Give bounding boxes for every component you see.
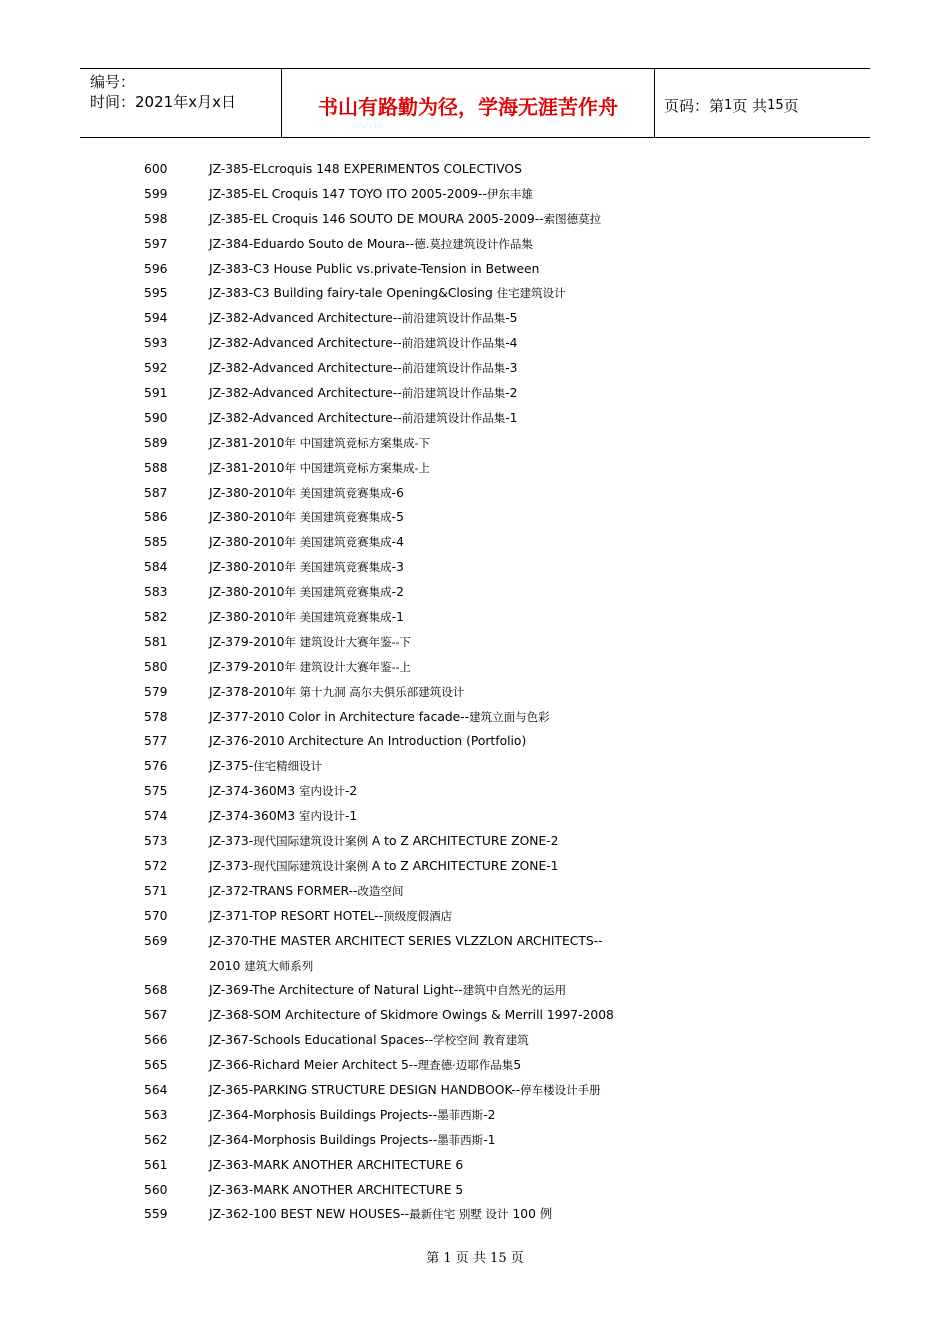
entry-title-latin: JZ-363-MARK ANOTHER ARCHITECTURE 5 xyxy=(209,1182,464,1197)
entry-title xyxy=(209,879,404,904)
entry-number: 578 xyxy=(144,709,168,724)
entry-title-chinese: 前沿建筑设计作品集 xyxy=(401,361,506,376)
entry-title-chinese: 年 美国建筑竞赛集成 xyxy=(284,535,392,550)
entry-title-chinese: 年 美国建筑竞赛集成 xyxy=(284,560,392,575)
entry-title-latin: JZ-384-Eduardo Souto de Moura-- xyxy=(209,236,415,251)
entry-number: 568 xyxy=(144,983,168,998)
list-item xyxy=(0,505,950,530)
entry-title xyxy=(209,431,430,456)
entry-number: 597 xyxy=(144,236,168,251)
entry-number: 596 xyxy=(144,261,168,276)
entry-number: 592 xyxy=(144,361,168,376)
entry-title xyxy=(209,1003,614,1028)
list-item xyxy=(0,1028,950,1053)
entry-title-latin: JZ-373- xyxy=(209,858,254,873)
entry-title-latin: JZ-380-2010 xyxy=(209,610,285,625)
entry-title-latin: JZ-370-THE MASTER ARCHITECT SERIES VLZZLON ARCHITECTS-- xyxy=(209,933,603,948)
list-item xyxy=(0,929,950,954)
list-item xyxy=(0,580,950,605)
entry-title-latin: JZ-380-2010 xyxy=(209,510,285,525)
list-item xyxy=(0,804,950,829)
entry-title xyxy=(209,157,522,182)
list-item xyxy=(0,356,950,381)
entry-number: 587 xyxy=(144,485,168,500)
entry-number: 581 xyxy=(144,634,168,649)
entry-title-suffix: -5 xyxy=(391,510,404,525)
list-item xyxy=(0,232,950,257)
entry-number: 600 xyxy=(144,162,168,176)
entry-title-latin: JZ-383-C3 House Public vs.private-Tension in Between xyxy=(209,261,540,276)
entry-number: 575 xyxy=(144,784,168,799)
entry-number: 595 xyxy=(144,286,168,301)
entry-title-suffix: -3 xyxy=(505,361,518,376)
entry-title-latin: JZ-379-2010 xyxy=(209,659,285,674)
entry-title-suffix: -4 xyxy=(505,336,518,351)
list-item xyxy=(0,331,950,356)
list-item xyxy=(0,257,950,282)
entry-number: 585 xyxy=(144,535,168,550)
entry-title-latin: JZ-380-2010 xyxy=(209,535,285,550)
entry-title-latin: JZ-363-MARK ANOTHER ARCHITECTURE 6 xyxy=(209,1157,464,1172)
entry-number: 576 xyxy=(144,759,168,774)
entry-title-suffix: -3 xyxy=(391,560,404,575)
list-item xyxy=(0,605,950,630)
entry-title-chinese: 年 建筑设计大赛年鉴--下 xyxy=(284,634,411,649)
entry-title xyxy=(209,257,539,282)
entry-title-suffix: -1 xyxy=(345,809,358,824)
list-item xyxy=(0,281,950,306)
entry-title xyxy=(209,1053,521,1078)
entry-title-suffix: -1 xyxy=(483,1132,496,1147)
catalog-list xyxy=(0,157,950,1227)
list-item xyxy=(0,406,950,431)
header-page-info xyxy=(655,69,870,137)
entry-title xyxy=(209,954,313,979)
entry-number: 593 xyxy=(144,336,168,351)
page-current: 1 xyxy=(724,97,733,113)
list-item xyxy=(0,1103,950,1128)
entry-title xyxy=(209,306,517,331)
entry-title-latin: JZ-379-2010 xyxy=(209,634,285,649)
list-item xyxy=(0,1153,950,1178)
entry-number: 589 xyxy=(144,435,168,450)
entry-title-latin: JZ-367-Schools Educational Spaces-- xyxy=(209,1033,434,1048)
entry-title-chinese: 年 中国建筑竞标方案集成-上 xyxy=(284,460,431,475)
list-item xyxy=(0,431,950,456)
entry-title-latin: JZ-381-2010 xyxy=(209,435,285,450)
entry-title-latin: JZ-377-2010 Color in Architecture facade-- xyxy=(209,709,470,724)
entry-number: 588 xyxy=(144,460,168,475)
entry-title-latin: JZ-375- xyxy=(209,759,254,774)
entry-title-suffix: -2 xyxy=(345,784,358,799)
entry-title-chinese: 现代国际建筑设计案例 xyxy=(253,858,372,873)
entry-number: 584 xyxy=(144,560,168,575)
entry-title xyxy=(209,680,464,705)
entry-number: 571 xyxy=(144,883,168,898)
list-item xyxy=(0,904,950,929)
list-item xyxy=(0,1178,950,1203)
entry-number: 591 xyxy=(144,386,168,401)
entry-title xyxy=(209,729,526,754)
header-motto: 书山有路勤为径，学海无涯苦作舟 xyxy=(281,69,655,137)
entry-title xyxy=(209,530,404,555)
entry-title-chinese: 年 中国建筑竞标方案集成-下 xyxy=(284,435,431,450)
time-label: 时间： xyxy=(90,93,136,111)
entry-title xyxy=(209,1103,495,1128)
entry-title-chinese: 学校空间 教育建筑 xyxy=(433,1033,529,1048)
entry-title xyxy=(209,456,430,481)
entry-title-latin: 2010 xyxy=(209,958,245,973)
time-line xyxy=(90,92,281,112)
entry-title-latin: JZ-381-2010 xyxy=(209,460,285,475)
entry-title-latin: JZ-362-100 BEST NEW HOUSES-- xyxy=(209,1207,410,1222)
entry-title-latin: JZ-385-EL Croquis 147 TOYO ITO 2005-2009-- xyxy=(209,186,487,201)
entry-title-chinese: 年 美国建筑竞赛集成 xyxy=(284,585,392,600)
entry-number: 579 xyxy=(144,684,168,699)
entry-title xyxy=(209,779,357,804)
entry-title-suffix: A to Z ARCHITECTURE ZONE-1 xyxy=(371,858,559,873)
entry-title xyxy=(209,854,559,879)
entry-title-latin: JZ-383-C3 Building fairy-tale Opening&Closing xyxy=(209,286,497,301)
list-item xyxy=(0,306,950,331)
entry-number: 567 xyxy=(144,1008,168,1023)
entry-number: 565 xyxy=(144,1058,168,1073)
entry-title xyxy=(209,182,533,207)
entry-title xyxy=(209,331,517,356)
entry-title-suffix: -4 xyxy=(391,535,404,550)
entry-number: 574 xyxy=(144,809,168,824)
entry-title xyxy=(209,1078,601,1103)
entry-title-chinese: 德.莫拉建筑设计作品集 xyxy=(414,236,533,251)
list-item xyxy=(0,680,950,705)
entry-title xyxy=(209,1202,552,1227)
page-footer: 第 1 页 共 15 页 xyxy=(426,1251,524,1266)
list-item xyxy=(0,754,950,779)
page-prefix: 页码：第 xyxy=(664,96,725,115)
entry-number: 564 xyxy=(144,1082,168,1097)
entry-title xyxy=(209,655,411,680)
page-middle: 页 共 xyxy=(732,96,768,115)
entry-title-chinese: 顶级度假酒店 xyxy=(383,908,453,923)
entry-title-latin: JZ-366-Richard Meier Architect 5-- xyxy=(209,1058,418,1073)
entry-title-latin: JZ-376-2010 Architecture An Introduction (Portfolio) xyxy=(209,734,527,749)
entry-title xyxy=(209,929,603,954)
list-item xyxy=(0,854,950,879)
entry-title-chinese: 室内设计 xyxy=(299,784,345,799)
entry-title-chinese: 前沿建筑设计作品集 xyxy=(401,386,506,401)
entry-title-latin: JZ-374-360M3 xyxy=(209,784,299,799)
entry-title-chinese: 前沿建筑设计作品集 xyxy=(401,410,506,425)
entry-number: 573 xyxy=(144,834,168,849)
entry-title-chinese: 停车楼设计手册 xyxy=(520,1082,601,1097)
entry-title xyxy=(209,207,601,232)
list-item xyxy=(0,630,950,655)
list-item xyxy=(0,555,950,580)
entry-title-latin: JZ-364-Morphosis Buildings Projects-- xyxy=(209,1132,438,1147)
entry-title-chinese: 建筑大师系列 xyxy=(244,958,314,973)
page-suffix: 页 xyxy=(783,96,799,115)
entry-number: 561 xyxy=(144,1157,168,1172)
entry-title xyxy=(209,555,404,580)
entry-title-latin: JZ-385-EL Croquis 146 SOUTO DE MOURA 2005-2009-- xyxy=(209,211,544,226)
entry-number: 566 xyxy=(144,1033,168,1048)
entry-title-latin: JZ-382-Advanced Architecture-- xyxy=(209,361,402,376)
entry-number: 594 xyxy=(144,311,168,326)
entry-title-chinese: 索图德莫拉 xyxy=(543,211,602,226)
page-header xyxy=(80,68,870,138)
entry-title-latin: JZ-369-The Architecture of Natural Light-- xyxy=(209,983,463,998)
entry-title xyxy=(209,804,357,829)
list-item xyxy=(0,456,950,481)
list-item xyxy=(0,954,950,979)
entry-title xyxy=(209,505,404,530)
list-item xyxy=(0,655,950,680)
entry-title-chinese: 年 美国建筑竞赛集成 xyxy=(284,610,392,625)
entry-title-chinese: 住宅精细设计 xyxy=(253,759,323,774)
page-total: 15 xyxy=(767,97,784,113)
entry-title xyxy=(209,481,404,506)
entry-title-suffix: -1 xyxy=(505,410,518,425)
entry-number: 562 xyxy=(144,1132,168,1147)
entry-title-suffix: 100 例 xyxy=(508,1207,553,1222)
number-label: 编号： xyxy=(90,73,136,91)
entry-title xyxy=(209,232,533,257)
list-item xyxy=(0,705,950,730)
entry-number: 563 xyxy=(144,1107,168,1122)
entry-number: 582 xyxy=(144,610,168,625)
list-item xyxy=(0,481,950,506)
entry-title xyxy=(209,978,566,1003)
entry-number: 583 xyxy=(144,585,168,600)
entry-title-latin: JZ-382-Advanced Architecture-- xyxy=(209,311,402,326)
entry-title xyxy=(209,406,517,431)
date-text: 2021年x月x日 xyxy=(135,93,236,111)
list-item xyxy=(0,1053,950,1078)
entry-title xyxy=(209,754,322,779)
list-item xyxy=(0,779,950,804)
entry-title-chinese: 现代国际建筑设计案例 xyxy=(253,834,372,849)
entry-title-chinese: 理查德·迈耶作品集 xyxy=(417,1058,514,1073)
entry-title xyxy=(209,580,404,605)
entry-title xyxy=(209,605,404,630)
list-item xyxy=(0,829,950,854)
entry-title-suffix: 5 xyxy=(513,1058,522,1073)
entry-title-latin: JZ-378-2010 xyxy=(209,684,285,699)
entry-title-chinese: 最新住宅 别墅 设计 xyxy=(409,1207,509,1222)
entry-title-latin: JZ-373- xyxy=(209,834,254,849)
entry-title-chinese: 建筑中自然光的运用 xyxy=(462,983,567,998)
entry-title-chinese: 年 美国建筑竞赛集成 xyxy=(284,510,392,525)
entry-title xyxy=(209,1128,495,1153)
entry-title-chinese: 年 美国建筑竞赛集成 xyxy=(284,485,392,500)
list-item xyxy=(0,1202,950,1227)
entry-title-latin: JZ-380-2010 xyxy=(209,485,285,500)
entry-number: 569 xyxy=(144,933,168,948)
entry-title xyxy=(209,630,411,655)
entry-title-suffix: -2 xyxy=(505,386,518,401)
list-item xyxy=(0,530,950,555)
entry-title-chinese: 前沿建筑设计作品集 xyxy=(401,336,506,351)
list-item xyxy=(0,1078,950,1103)
entry-title-latin: JZ-372-TRANS FORMER-- xyxy=(209,883,358,898)
entry-title-chinese: 年 建筑设计大赛年鉴--上 xyxy=(284,659,411,674)
list-item xyxy=(0,729,950,754)
entry-title-latin: JZ-364-Morphosis Buildings Projects-- xyxy=(209,1107,438,1122)
entry-title-suffix: -6 xyxy=(391,485,404,500)
entry-title xyxy=(209,904,452,929)
entry-title-latin: JZ-382-Advanced Architecture-- xyxy=(209,336,402,351)
entry-title-suffix: -1 xyxy=(391,610,404,625)
entry-number: 572 xyxy=(144,858,168,873)
entry-title xyxy=(209,829,559,854)
entry-title xyxy=(209,1153,463,1178)
list-item xyxy=(0,381,950,406)
entry-number: 580 xyxy=(144,659,168,674)
entry-title-latin: JZ-365-PARKING STRUCTURE DESIGN HANDBOOK-- xyxy=(209,1082,521,1097)
list-item xyxy=(0,207,950,232)
entry-title xyxy=(209,1028,529,1053)
entry-number: 559 xyxy=(144,1207,168,1222)
entry-title-chinese: 墨菲西斯 xyxy=(437,1107,484,1122)
entry-number: 590 xyxy=(144,410,168,425)
entry-title-latin: JZ-382-Advanced Architecture-- xyxy=(209,386,402,401)
entry-title-suffix: -5 xyxy=(505,311,518,326)
list-item xyxy=(0,879,950,904)
list-item xyxy=(0,1003,950,1028)
entry-title-latin: JZ-371-TOP RESORT HOTEL-- xyxy=(209,908,384,923)
entry-title-chinese: 室内设计 xyxy=(299,809,345,824)
entry-number: 570 xyxy=(144,908,168,923)
entry-title-suffix: -2 xyxy=(483,1107,496,1122)
entry-title xyxy=(209,381,517,406)
entry-title-suffix: -2 xyxy=(391,585,404,600)
entry-number: 577 xyxy=(144,734,168,749)
entry-title-chinese: 改造空间 xyxy=(357,883,404,898)
list-item xyxy=(0,1128,950,1153)
entry-title-chinese: 年 第十九洞 高尔夫俱乐部建筑设计 xyxy=(284,684,465,699)
entry-number: 560 xyxy=(144,1182,168,1197)
list-item xyxy=(0,182,950,207)
entry-title-chinese: 住宅建筑设计 xyxy=(496,286,566,301)
entry-title-latin: JZ-382-Advanced Architecture-- xyxy=(209,410,402,425)
entry-title-latin: JZ-385-ELcroquis 148 EXPERIMENTOS COLECTIVOS xyxy=(209,162,522,176)
entry-title-latin: JZ-380-2010 xyxy=(209,585,285,600)
entry-title-latin: JZ-368-SOM Architecture of Skidmore Owings & Merrill 1997-2008 xyxy=(209,1008,614,1023)
entry-title-chinese: 建筑立面与色彩 xyxy=(469,709,550,724)
entry-title-latin: JZ-374-360M3 xyxy=(209,809,299,824)
header-meta xyxy=(80,69,281,137)
entry-title xyxy=(209,356,517,381)
entry-title-chinese: 墨菲西斯 xyxy=(437,1132,484,1147)
entry-number: 586 xyxy=(144,510,168,525)
entry-title xyxy=(209,705,550,730)
entry-title-suffix: A to Z ARCHITECTURE ZONE-2 xyxy=(371,834,559,849)
list-item xyxy=(0,157,950,182)
entry-title-latin: JZ-380-2010 xyxy=(209,560,285,575)
entry-number: 598 xyxy=(144,211,168,226)
entry-title xyxy=(209,281,566,306)
entry-title xyxy=(209,1178,463,1203)
entry-title-chinese: 伊东丰雄 xyxy=(486,186,533,201)
entry-title-chinese: 前沿建筑设计作品集 xyxy=(401,311,506,326)
list-item xyxy=(0,978,950,1003)
entry-number: 599 xyxy=(144,186,168,201)
